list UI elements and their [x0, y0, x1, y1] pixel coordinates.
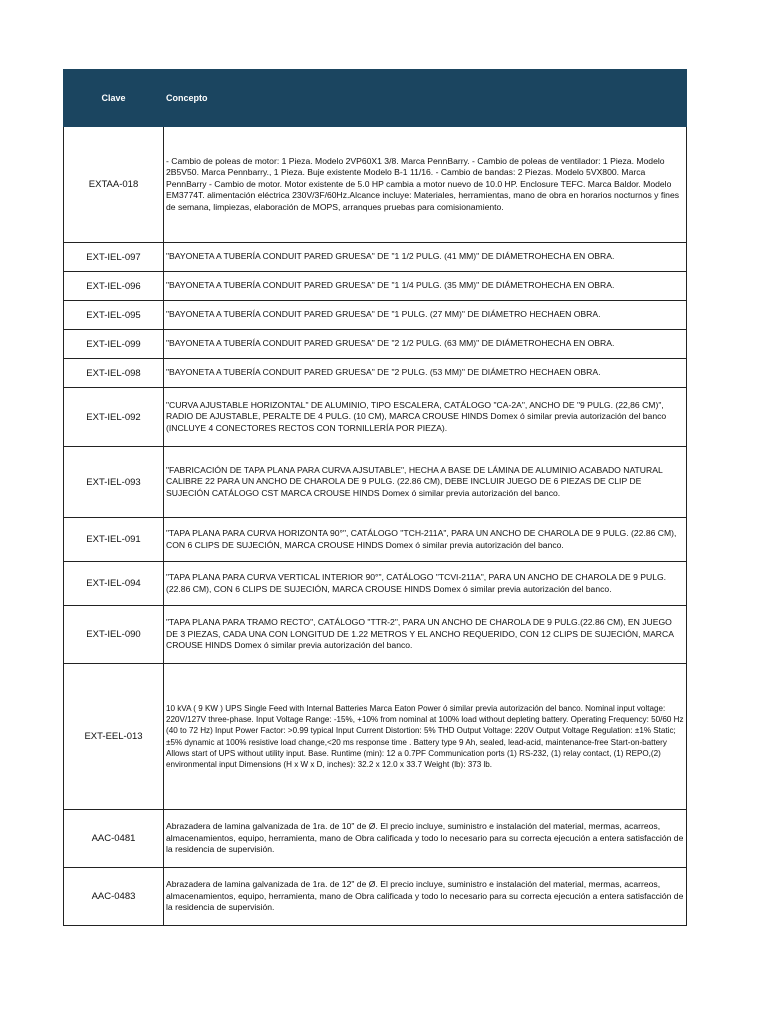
concepto-cell: "BAYONETA A TUBERÍA CONDUIT PARED GRUESA" DE "1 1/4 PULG. (35 MM)" DE DIÁMETROHECHA EN OBRA. — [164, 272, 687, 301]
header-row — [64, 70, 687, 127]
table-row — [64, 272, 687, 301]
clave-cell: EXT-IEL-093 — [64, 447, 164, 518]
clave-cell: EXT-IEL-098 — [64, 359, 164, 388]
header-concepto: Concepto — [164, 70, 687, 127]
table-row — [64, 388, 687, 447]
table-row — [64, 243, 687, 272]
clave-cell: EXT-IEL-090 — [64, 606, 164, 664]
table-row — [64, 810, 687, 868]
clave-cell: AAC-0483 — [64, 868, 164, 926]
clave-cell: AAC-0481 — [64, 810, 164, 868]
clave-cell: EXT-IEL-096 — [64, 272, 164, 301]
clave-cell: EXT-IEL-099 — [64, 330, 164, 359]
concepto-cell: "BAYONETA A TUBERÍA CONDUIT PARED GRUESA" DE "2 1/2 PULG. (63 MM)" DE DIÁMETROHECHA EN OBRA. — [164, 330, 687, 359]
concepto-cell: Abrazadera de lamina galvanizada de 1ra. de 12" de Ø. El precio incluye, suministro e instalación del material, mermas, acarreos, almacenamientos, equipo, herramienta, mano de Obra calificada y todo lo necesario para su correcta ejecución a entera satisfacción de la residencia de supervisión. — [164, 868, 687, 926]
clave-cell: EXTAA-018 — [64, 127, 164, 243]
table-row — [64, 127, 687, 243]
clave-cell: EXT-IEL-092 — [64, 388, 164, 447]
concepto-cell: "BAYONETA A TUBERÍA CONDUIT PARED GRUESA" DE "2 PULG. (53 MM)" DE DIÁMETRO HECHAEN OBRA. — [164, 359, 687, 388]
table-row — [64, 868, 687, 926]
table-row — [64, 606, 687, 664]
clave-cell: EXT-IEL-097 — [64, 243, 164, 272]
table-row — [64, 301, 687, 330]
clave-cell: EXT-IEL-091 — [64, 518, 164, 562]
clave-cell: EXT-IEL-095 — [64, 301, 164, 330]
concepto-cell: - Cambio de poleas de motor: 1 Pieza. Modelo 2VP60X1 3/8. Marca PennBarry. - Cambio de poleas de ventilador: 1 Pieza. Modelo 2B5V50. Marca Pennbarry., 1 Pieza. Buje existente Modelo B-1 11/16. - Cambio de bandas: 2 Piezas. Modelo 5VX800. Marca PennBarry - Cambio de motor. Motor existente de 5.0 HP cambia a motor nuevo de 10.0 HP. Enclosure TEFC. Marca Baldor. Modelo EM3774T. alimentación eléctrica 230V/3F/60Hz.Alcance incluye: Materiales, herramientas, mano de obra en horarios nocturnos y fines de semana, limpiezas, elaboración de MOPS, arranques pruebas para comisionamiento. — [164, 127, 687, 243]
concepto-cell: "CURVA AJUSTABLE HORIZONTAL" DE ALUMINIO, TIPO ESCALERA, CATÁLOGO "CA-2A", ANCHO DE "9 PULG. (22,86 CM)", RADIO DE AJUSTABLE, PERALTE DE 4 PULG. (10 CM), MARCA CROUSE HINDS Domex ó similar previa autorización del banco (INCLUYE 4 CONECTORES RECTOS CON TORNILLERÍA POR PIEZA). — [164, 388, 687, 447]
spreadsheet-page — [63, 69, 686, 926]
concepto-cell: "FABRICACIÓN DE TAPA PLANA PARA CURVA AJSUTABLE", HECHA A BASE DE LÁMINA DE ALUMINIO ACABADO NATURAL CALIBRE 22 PARA UN ANCHO DE CHAROLA DE 9 PULG. (22.86 CM), DEBE INCLUIR JUEGO DE 6 PIEZAS DE CLIP DE SUJECIÓN CATÁLOGO CST MARCA CROUSE HINDS Domex ó similar previa autorización del banco. — [164, 447, 687, 518]
table-row — [64, 447, 687, 518]
table-row — [64, 518, 687, 562]
concepto-cell: "TAPA PLANA PARA CURVA HORIZONTA 90°", CATÁLOGO "TCH-211A", PARA UN ANCHO DE CHAROLA DE 9 PULG. (22.86 CM), CON 6 CLIPS DE SUJECIÓN, MARCA CROUSE HINDS Domex ó similar previa autorización del banco. — [164, 518, 687, 562]
header-clave: Clave — [64, 70, 164, 127]
concepto-cell: "BAYONETA A TUBERÍA CONDUIT PARED GRUESA" DE "1 PULG. (27 MM)" DE DIÁMETRO HECHAEN OBRA. — [164, 301, 687, 330]
table-row — [64, 330, 687, 359]
concepto-cell: "TAPA PLANA PARA CURVA VERTICAL INTERIOR 90°", CATÁLOGO "TCVI-211A", PARA UN ANCHO DE CHAROLA DE 9 PULG. (22.86 CM), CON 6 CLIPS DE SUJECIÓN, MARCA CROUSE HINDS Domex ó similar previa autorización del banco. — [164, 562, 687, 606]
table-row — [64, 359, 687, 388]
concepto-cell: Abrazadera de lamina galvanizada de 1ra. de 10" de Ø. El precio incluye, suministro e instalación del material, mermas, acarreos, almacenamientos, equipo, herramienta, mano de Obra calificada y todo lo necesario para su correcta ejecución a entera satisfacción de la residencia de supervisión. — [164, 810, 687, 868]
catalog-table — [63, 69, 687, 926]
concepto-cell: 10 kVA ( 9 KW ) UPS Single Feed with Internal Batteries Marca Eaton Power ó similar previa autorización del banco. Nominal input voltage: 220V/127V three-phase. Input Voltage Range: -15%, +10% from nominal at 100% load without depleting battery. Operating Frequency: 50/60 Hz (40 to 72 Hz) Input Power Factor: >0.99 typical Input Current Distortion: 5% THD Output Voltage: 220V Output Voltage Regulation: ±1% Static; ±5% dynamic at 100% resistive load change,<20 ms response time . Battery type 9 Ah, sealed, lead-acid, maintenance-free Start-on-battery Allows start of UPS without utility input. Base. Runtime (min): 12 a 0.7PF Communication ports (1) RS-232, (1) relay contact, (1) REPO,(2) environmental input Dimensions (H x W x D, inches): 32.2 x 12.0 x 33.7 Weight (lb): 373 lb. — [164, 664, 687, 810]
concepto-cell: "TAPA PLANA PARA TRAMO RECTO", CATÁLOGO "TTR-2", PARA UN ANCHO DE CHAROLA DE 9 PULG.(22.86 CM), EN JUEGO DE 3 PIEZAS, CADA UNA CON LONGITUD DE 1.22 METROS Y EL ANCHO REQUERIDO, CON 12 CLIPS DE SUJECIÓN, MARCA CROUSE HINDS Domex ó similar previa autorización del banco. — [164, 606, 687, 664]
concepto-cell: "BAYONETA A TUBERÍA CONDUIT PARED GRUESA" DE "1 1/2 PULG. (41 MM)" DE DIÁMETROHECHA EN OBRA. — [164, 243, 687, 272]
table-row — [64, 664, 687, 810]
clave-cell: EXT-IEL-094 — [64, 562, 164, 606]
clave-cell: EXT-EEL-013 — [64, 664, 164, 810]
table-row — [64, 562, 687, 606]
